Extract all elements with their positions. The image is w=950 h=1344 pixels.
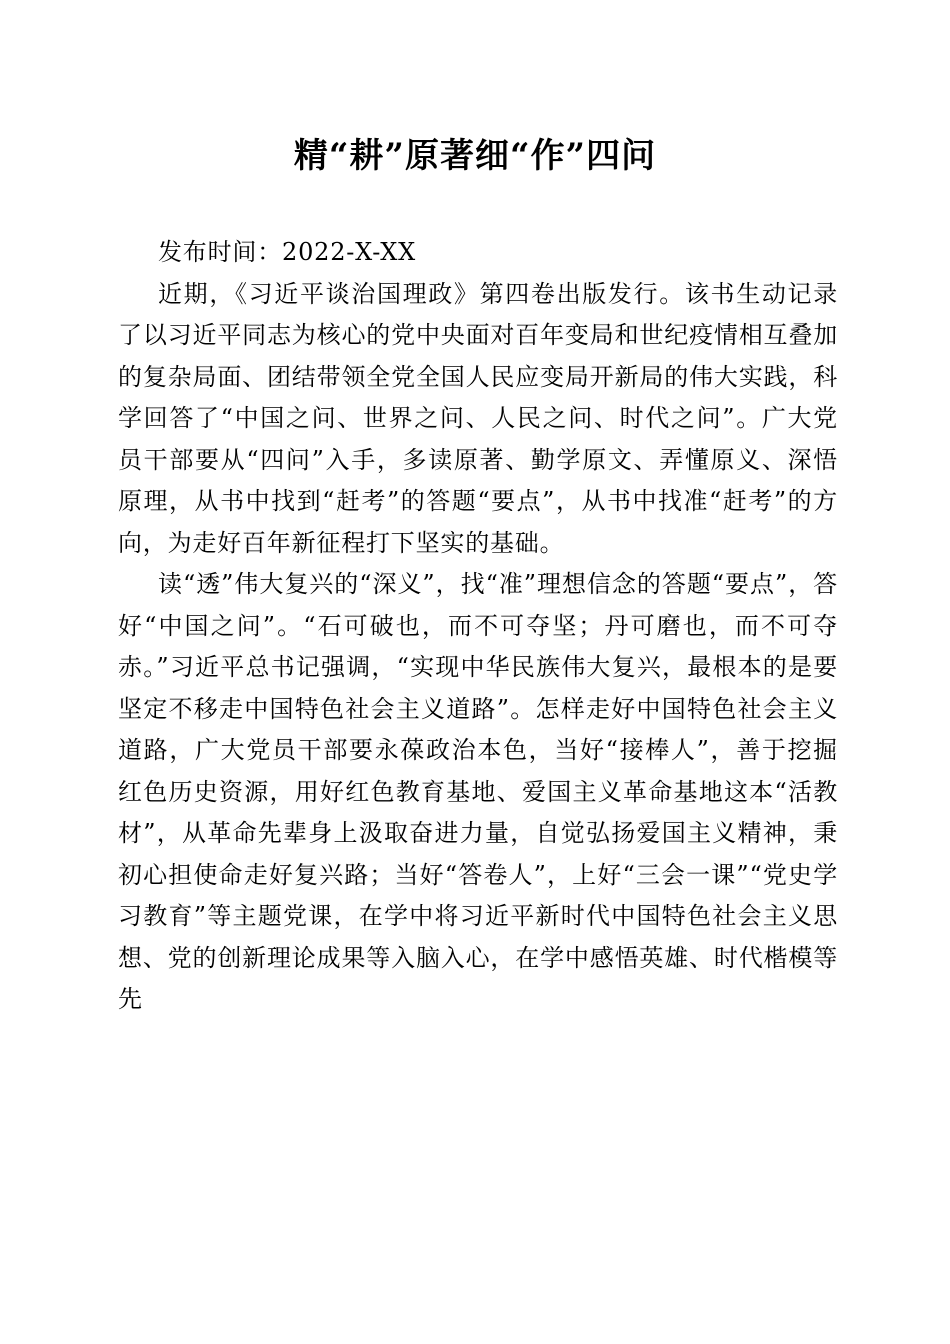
publish-date: 发布时间：2022-X-XX [158, 238, 417, 266]
paragraph-intro: 近期，《习近平谈治国理政》第四卷出版发行。该书生动记录了以习近平同志为核心的党中央面对百年变局和世纪疫情相互叠加的复杂局面、团结带领全党全国人民应变局开新局的伟大实践，科学回答了“中国之问、世界之问、人民之问、时代之问”。广大党员干部要从“四问”入手，多读原著、勤学原文、弄懂原义、深悟原理，从书中找到“赶考”的答题“要点”，从书中找准“赶考”的方向，为走好百年新征程打下坚实的基础。 [118, 279, 838, 557]
document-title: 精“耕”原著细“作”四问 [293, 136, 657, 176]
paragraph-china-question: 读“透”伟大复兴的“深义”，找“准”理想信念的答题“要点”，答好“中国之问”。“石可破也，而不可夺坚；丹可磨也，而不可夺赤。”习近平总书记强调，“实现中华民族伟大复兴，最根本的是要坚定不移走中国特色社会主义道路”。怎样走好中国特色社会主义道路，广大党员干部要永葆政治本色，当好“接棒人”，善于挖掘红色历史资源，用好红色教育基地、爱国主义革命基地这本“活教材”，从革命先辈身上汲取奋进力量，自觉弘扬爱国主义精神，秉初心担使命走好复兴路；当好“答卷人”，上好“三会一课”“党史学习教育”等主题党课，在学中将习近平新时代中国特色社会主义思想、党的创新理论成果等入脑入心，在学中感悟英雄、时代楷模等先 [118, 570, 838, 1013]
document-body [118, 232, 838, 1021]
